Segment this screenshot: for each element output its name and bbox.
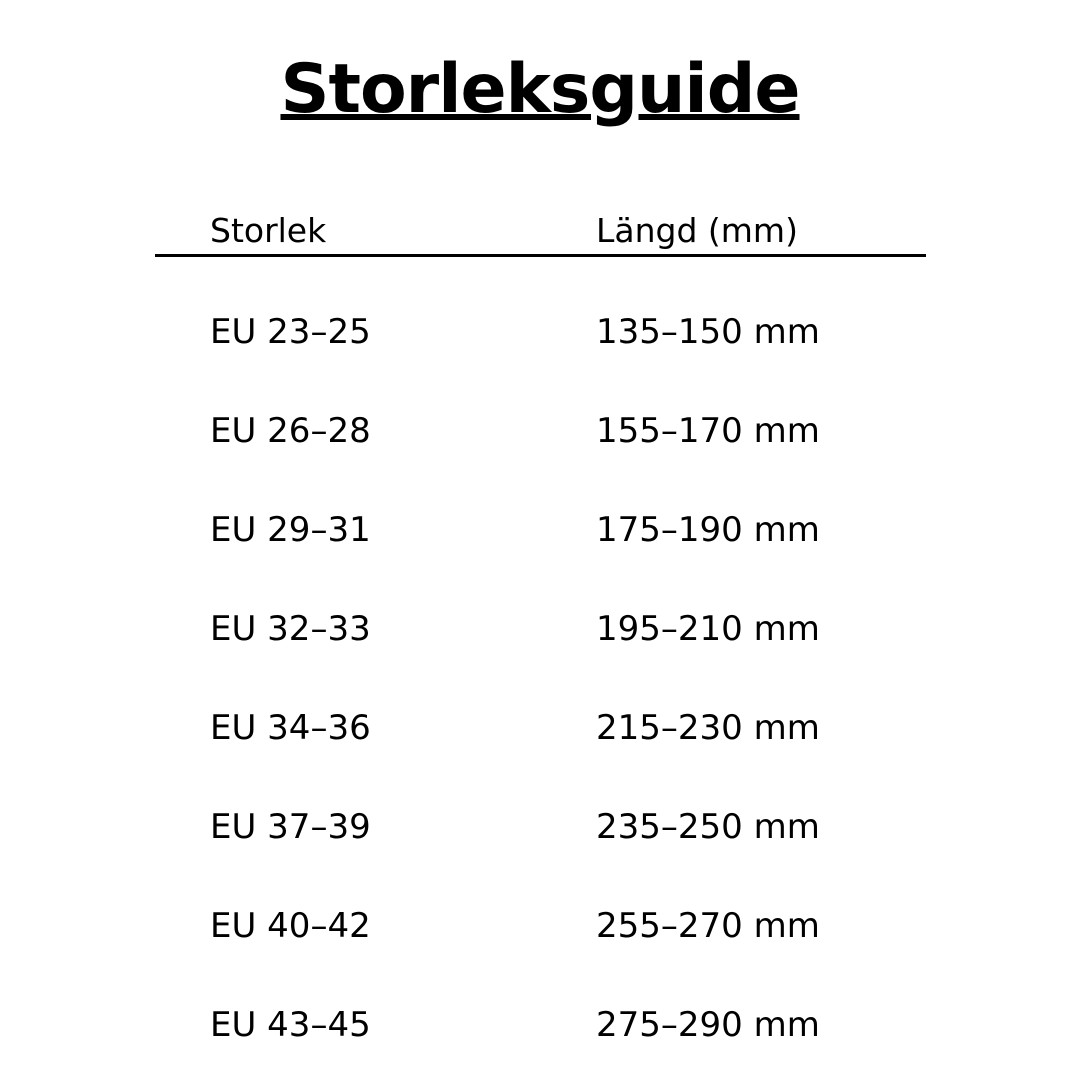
table-header <box>0 206 1080 256</box>
table-row <box>0 1000 1080 1080</box>
table-row <box>0 307 1080 406</box>
size-cell: EU 37–39 <box>210 807 371 847</box>
length-cell: 195–210 mm <box>596 609 820 649</box>
table-row <box>0 901 1080 1000</box>
page-title: Storleksguide <box>280 50 800 129</box>
header-divider <box>155 254 926 257</box>
size-table-body <box>0 307 1080 1080</box>
table-row <box>0 406 1080 505</box>
length-cell: 175–190 mm <box>596 510 820 550</box>
table-row <box>0 604 1080 703</box>
length-cell: 215–230 mm <box>596 708 820 748</box>
length-cell: 155–170 mm <box>596 411 820 451</box>
length-cell: 275–290 mm <box>596 1005 820 1045</box>
length-cell: 255–270 mm <box>596 906 820 946</box>
table-row <box>0 703 1080 802</box>
header-size: Storlek <box>210 211 327 250</box>
size-cell: EU 34–36 <box>210 708 371 748</box>
size-cell: EU 26–28 <box>210 411 371 451</box>
size-cell: EU 40–42 <box>210 906 371 946</box>
length-cell: 135–150 mm <box>596 312 820 352</box>
size-cell: EU 23–25 <box>210 312 371 352</box>
length-cell: 235–250 mm <box>596 807 820 847</box>
size-cell: EU 29–31 <box>210 510 371 550</box>
table-row <box>0 505 1080 604</box>
header-length: Längd (mm) <box>596 211 798 250</box>
table-row <box>0 802 1080 901</box>
size-cell: EU 32–33 <box>210 609 371 649</box>
size-cell: EU 43–45 <box>210 1005 371 1045</box>
